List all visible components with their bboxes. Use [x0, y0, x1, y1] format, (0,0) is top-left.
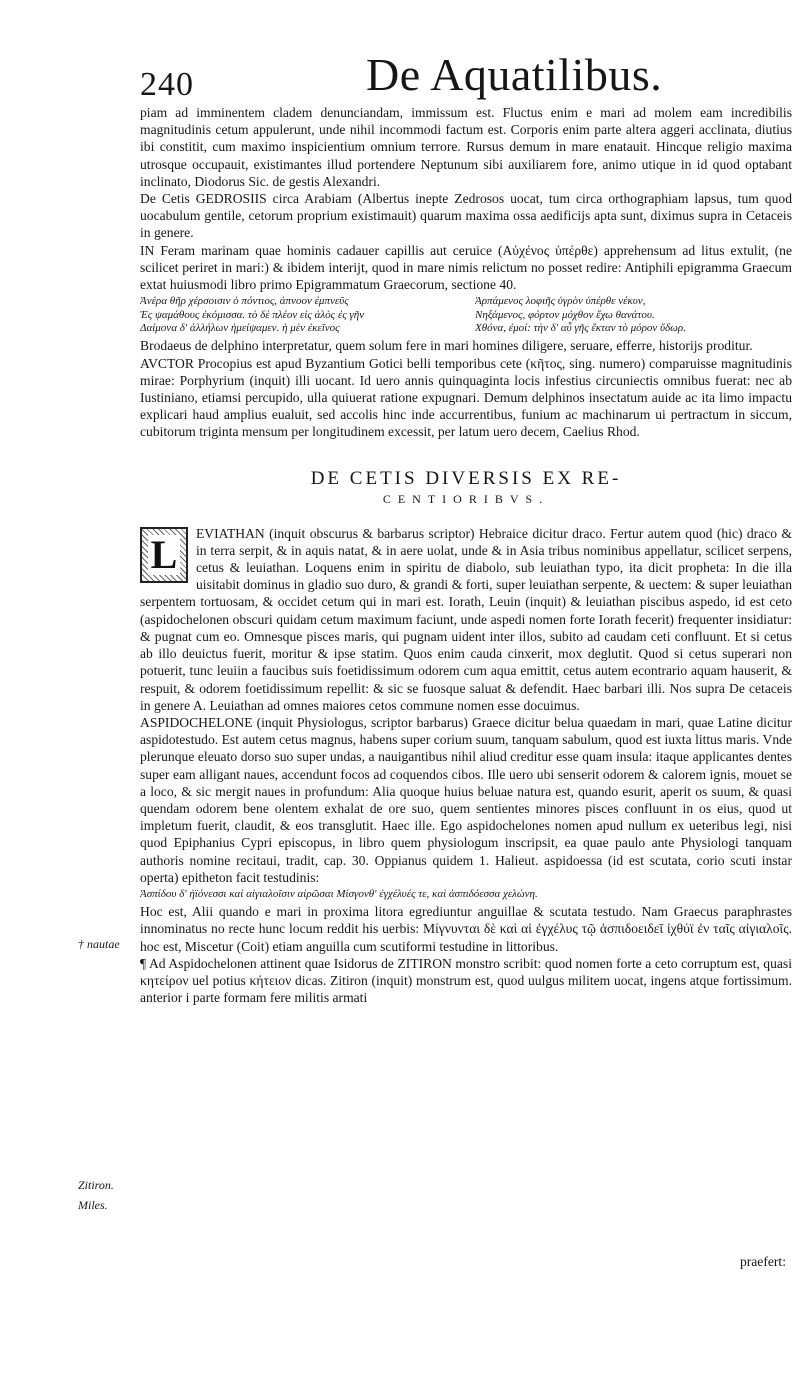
body-text	[140, 104, 792, 1254]
greek-epigram-line: Χθόνα, ἐμοί: τὴν δ' αὖ γῆς ἔκταν τὸ μόρον ὕδωρ.	[475, 322, 686, 335]
paragraph-procopius: AVCTOR Procopius est apud Byzantium Gotici belli temporibus cete (κῆτος, sing. numero) comparuisse magnitudinis mirae: Porphyrium (inquit) illi uocant. Id uero annis quinquaginta locis infestius circuniectis omnibus fuerat: nec ab Iustiniano, etiamsi percupido, ulla quiuerat ratione expugnari. Demum delphinos insectatum auide ac ita limo impactu explicari haud amplius eualuit, sed accolis hinc inde accurrentibus, funium ac machinarum ui pertractum in siccum, cubitorum triginta mensum per longitudinem excessit, per latum uero decem, Caelius Rhod.	[140, 355, 792, 440]
page-header	[140, 48, 700, 104]
greek-epigram	[140, 295, 792, 335]
greek-epigram-line: Ἁρπάμενος λοφιῆς ὑγρὸν ὑπέρθε νέκυν,	[475, 295, 646, 308]
paragraph-gedrosii: De Cetis GEDROSIIS circa Arabiam (Albertus inepte Zedrosos uocat, tum circa orthographiam lapsus, tum quod uocabulum gentile, cetorum proprium existimauit) quarum maxima ossa aedificijs apta sunt, diximus supra in Cetaceis in genere.	[140, 191, 792, 241]
paragraph-leuiathan-block	[140, 525, 792, 714]
greek-epigram-line: Ἐς ψαμάθους ἐκόμισσα. τὸ δὲ πλέον εἰς ἁλὸς ἐς γῆν	[140, 308, 365, 321]
paragraph-leuiathan: EVIATHAN (inquit obscurus & barbarus scriptor) Hebraice dicitur draco. Fertur autem quod (hic) draco & in terra serpit, & in aquis natat, & in aere uolat, unde & in Asia tribus nominibus appellatur, scilicet serpens, cetus & leuiathan. Loquens enim in spiritu de diabolo, sub leuiathan typo, ita dicit propheta: In die illa uisitabit dominus in gladio suo duro, & grandi & forti, super leuiathan serpente, & uectem: & super leuiathan serpentem tortuosam, & occidet cetum qui in mari est. Iorath, Leuin (inquit) & leuiathan piscibus aspedo, id est ceto (aspidochelonen obscuri quidam cetum maximum faciunt, unde aspedi nomen forte Iorath fecerit) frequenter insidiatur: & pugnat cum eo. Omnesque pisces maris, qui pugnam uident inter illos, subito ad caudam ceti confluunt. Et si cetus ab illo deuictus fuerit, moritur & ipse statim. Quos enim cauda cinxerit, mox deglutit. Quod si cetus superari non potuerit, tunc leuiin a faucibus suis foetidissimum odorem cum aqua emittit, cetus autem econtrario aquam hauserit, & respuit, & odorem foetidissimum repellit: & sic se fuosque saluat & defendit. Haec barbari illi. Nos supra De cetaceis in genere A. Leuiathan ad omnes maiores cetos commune nomen esse docuimus.	[140, 525, 792, 713]
section-subtitle: CENTIORIBVS.	[382, 491, 550, 506]
page-number: 240	[140, 66, 194, 103]
greek-oppian-line: Ἀσπίδου δ' ἠϊόνεσσι καὶ αἰγιαλοῖσιν αἰρῶσαι Μίσγονθ' ἐγχέλυές τε, καὶ ἀσπιδόεσσα χελώνη.	[140, 887, 538, 900]
running-title: De Aquatilibus.	[366, 49, 663, 100]
section-spacer	[140, 441, 792, 467]
paragraph-aspidochelone: ASPIDOCHELONE (inquit Physiologus, scriptor barbarus) Graece dicitur belua quaedam in mari, quae Latine dicitur aspidotestudo. Est autem cetus magnus, habens super corium suum, tanquam sabulum, quod est iuxta littus maris. Vnde plerunque eleuato dorso suo super undas, a nauigantibus nihil aliud creditur esse quam insula: itaque applicantes dentes super eam alligant naues, accendunt focos ad coquendos cibos. Ille uero ubi senserit odorem & calorem ignis, mouet se a loco, & sic mergit naues in profundum: Alia quoque huius beluae natura est, quando esurit, aperit os suum, & quasi quendam odorem bene olentem exhalat de ore suo, quem sentientes minores pisces confluunt in os eius, quod ut impletum fuerit, claudit, & eos transglutit. Haec ille. Ego aspidochelones nomen apud nullum ex ueteribus legi, nisi quod Epiphanius Cypri episcopus, in libro quem physiologum inscripsit, ea quae paulo ante Physiologi tanquam authoris nomine recitaui, tradit, cap. 30. Oppianus quidem 1. Halieut. aspidoessa (id est scutata, corio scuti instar operta) epitheton facit testudinis:	[140, 714, 792, 885]
paragraph-paraphrastes: Hoc est, Alii quando e mari in proxima litora egrediuntur anguillae & scutata testudo. Nam Graecus paraphrastes innominatus no recte hunc locum reddit his uerbis: Μίγνυνται δὲ καὶ αἱ ἐγχέλυς τῷ ἀσπιδοειδεῖ ἰχθύϊ ἐν ταῖς αἰγιαλοῖς. hoc est, Miscetur (Coit) etiam anguilla cum scutiformi testudine in littoribus.	[140, 904, 792, 954]
decorated-initial-letter	[140, 527, 188, 583]
initial-letter: L	[148, 535, 181, 575]
section-title: DE CETIS DIVERSIS EX RE-	[310, 467, 622, 489]
margin-note-miles: Miles.	[78, 1198, 108, 1212]
paragraph-fera-marina: IN Feram marinam quae hominis cadauer capillis aut ceruice (Αὐχένος ὑπέρθε) apprehensum ad litus extulit, (ne scilicet periret in mari:) & ibidem interijt, quod in mare nimis relictum no posset redire: Antiphili epigramma Graecum extat huiusmodi libro primo Epigrammatum Graecorum, sectione 40.	[140, 242, 792, 293]
margin-note-nautae: † nautae	[78, 937, 120, 951]
greek-epigram-line: Νηξάμενος, φόρτον μόχθον ἔχω θανάτου.	[475, 308, 655, 321]
greek-epigram-line: Ἀνέρα θῆρ χέρσοισιν ὁ πόντιος, ἀπνοον ἐμπνεῦς	[140, 295, 349, 308]
greek-epigram-line: Δαίμονα δ' ἀλλήλων ἠμείψαμεν. ἡ μὲν ἐκεῖνος	[140, 322, 340, 335]
paragraph-zitiron: ¶ Ad Aspidochelonen attinent quae Isidorus de ZITIRON monstro scribit: quod nomen forte a ceto corruptum est, quasi κητείρον uel potius κήτειον dicas. Zitiron (inquit) monstrum est, quod uulgus militem uocat, ingens atque fortissimum. anterior i parte formam fere militis armati	[140, 955, 792, 1006]
catchword: praefert:	[739, 1254, 786, 1269]
margin-note-zitiron: Zitiron.	[78, 1178, 114, 1192]
paragraph-brodaeus: Brodaeus de delphino interpretatur, quem solum fere in mari homines diligere, seruare, efferre, historijs proditur.	[140, 338, 753, 354]
paragraph-diodorus: piam ad imminentem cladem denunciandam, immissum est. Fluctus enim e mari ad molem eam incredibilis magnitudinis cetum appulerunt, unde nihil incommodi factum est. Corporis enim parte altera aggeri acclinata, diutius ibi constitit, cum maximo inspicientium omnium terrore. Rursus demum in mare enatauit. Hincque religio maxima utrosque occupauit, existimantes illud portendere Neptunum sibi auxiliarem fore, animo utique in id quod optabant inclinato, Diodorus Sic. de gestis Alexandri.	[140, 105, 792, 189]
